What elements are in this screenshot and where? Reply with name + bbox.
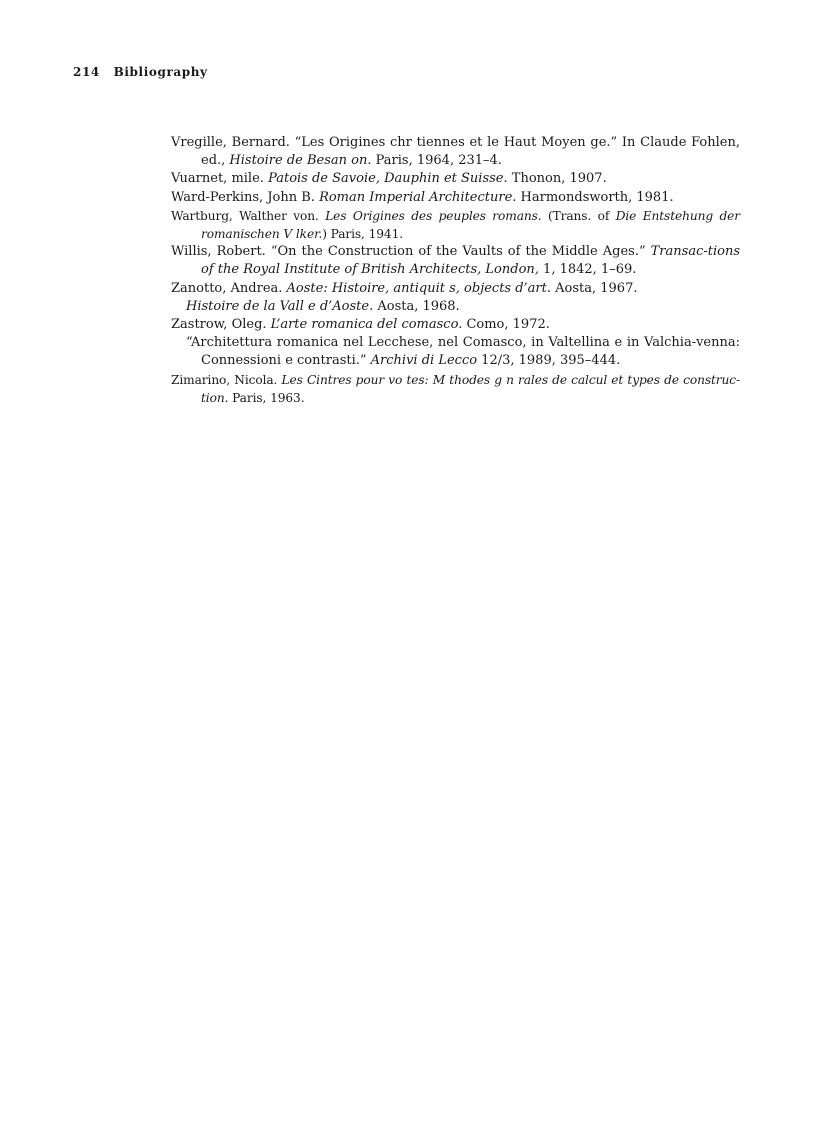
entry-title: Les Origines des peuples romans. (325, 208, 542, 223)
entry-ward-perkins (171, 189, 740, 207)
entry-text: “Architettura romanica nel Lecchese, nel Comasco, in Valtellina e in Valchia-venna: Connessioni e contrasti.” (186, 335, 740, 369)
entry-title: Roman Imperial Architecture. (319, 189, 517, 205)
section-title: Bibliography (113, 65, 208, 79)
entry-text: Wartburg, Walther von. (171, 208, 326, 223)
entry-wartburg (171, 207, 740, 243)
entry-vuarnet (171, 170, 740, 188)
entry-text: Ward-Perkins, John B. (171, 189, 320, 205)
entry-willis (171, 243, 740, 279)
entry-title: Histoire de Besan on. (229, 153, 372, 169)
entry-text: Como, 1972. (462, 317, 550, 333)
entry-text: (Trans. of (541, 208, 616, 223)
entry-title: Transac-tions of the Royal Institute of British Architects, London, (201, 244, 740, 278)
entry-text: Willis, Robert. “On the Construction of the Vaults of the Middle Ages.” (171, 244, 651, 260)
running-head (73, 65, 208, 79)
entry-title: Patois de Savoie, Dauphin et Suisse. (268, 171, 508, 187)
entry-zanotto-2 (171, 298, 740, 316)
bibliography-list (171, 134, 740, 407)
page-number: 214 (73, 65, 100, 79)
entry-text: Vregille, Bernard. “Les Origines chr tiennes et le Haut Moyen ge.” In Claude Fohlen, ed., (171, 135, 740, 169)
entry-text: 12/3, 1989, 395–444. (477, 353, 621, 369)
entry-text: Zanotto, Andrea. (171, 280, 287, 296)
entry-text: ) Paris, 1941. (322, 227, 403, 242)
entry-zastrow (171, 316, 740, 334)
entry-text: Aosta, 1968. (373, 298, 460, 314)
entry-title: Archivi di Lecco (370, 353, 478, 369)
entry-title: L’arte romanica del comasco. (270, 317, 463, 333)
entry-zimarino (171, 371, 740, 407)
entry-text: Zimarino, Nicola. (171, 372, 282, 387)
entry-text: Paris, 1963. (228, 390, 305, 405)
entry-text: Paris, 1964, 231–4. (371, 153, 502, 169)
entry-text: Vuarnet, mile. (171, 171, 269, 187)
entry-text: Zastrow, Oleg. (171, 317, 271, 333)
entry-title: Aoste: Histoire, antiquit s, objects d’art. (286, 280, 551, 296)
entry-title: Histoire de la Vall e d’Aoste. (186, 298, 374, 314)
entry-text: 1, 1842, 1–69. (538, 262, 637, 278)
entry-vregille (171, 134, 740, 170)
entry-text: Harmondsworth, 1981. (516, 189, 674, 205)
entry-title: Les Cintres pour vo tes: M thodes g n rales de calcul et types de construc-tion. (201, 372, 740, 405)
entry-zanotto (171, 280, 740, 298)
entry-text: Aosta, 1967. (551, 280, 638, 296)
entry-text: Thonon, 1907. (507, 171, 607, 187)
entry-zastrow-2 (171, 334, 740, 370)
entry-title: Die Entstehung der romanischen V lker. (201, 208, 740, 242)
